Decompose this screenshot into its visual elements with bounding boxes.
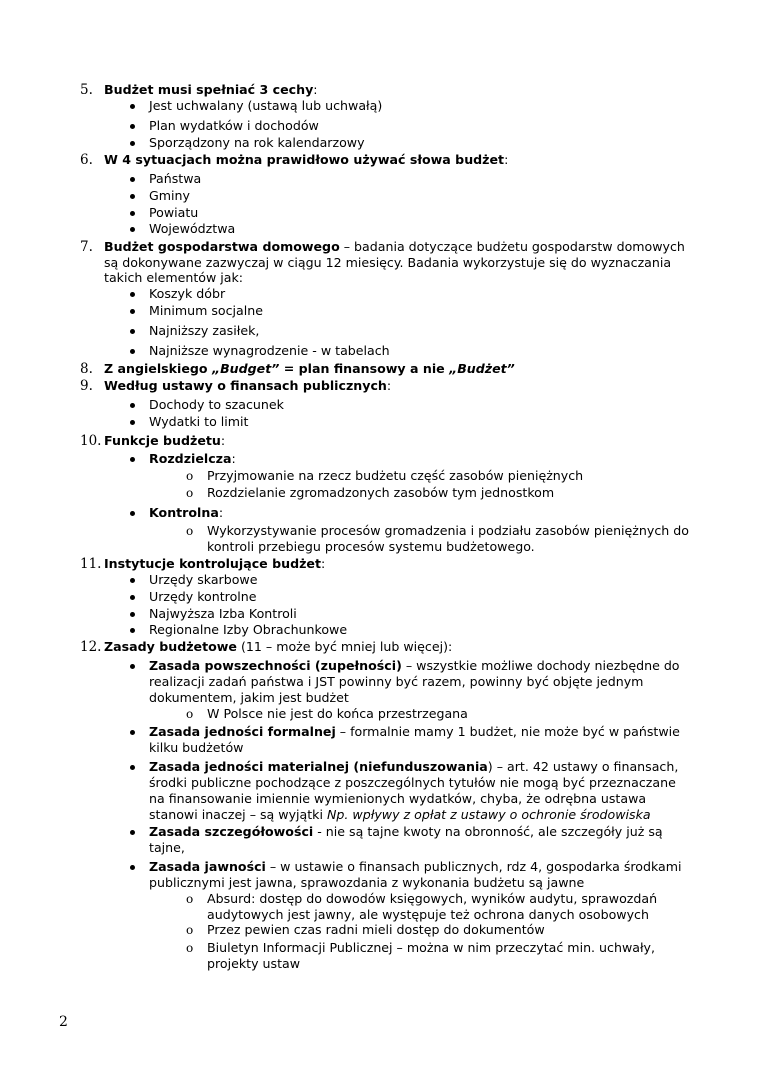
item-heading <box>104 378 391 394</box>
list-item: Plan wydatków i dochodów <box>149 118 319 133</box>
rule-text: – w ustawie o finansach publicznych, rdz 4, gospodarka środkami <box>265 859 682 874</box>
rule-item <box>149 859 682 875</box>
item-title: Według ustawy o finansach publicznych <box>104 378 387 393</box>
list-item: Przez pewien czas radni mieli dostęp do dokumentów <box>207 922 545 937</box>
bullet-icon <box>130 595 135 600</box>
circle-bullet-icon: o <box>186 524 194 538</box>
bullet-icon <box>130 349 135 354</box>
circle-bullet-icon: o <box>186 486 194 500</box>
rule-text-start: stanowi inaczej – są wyjątki <box>149 807 327 822</box>
bullet-icon <box>130 612 135 617</box>
item-number: 6. <box>80 152 93 168</box>
item-heading <box>104 639 452 655</box>
item-title: Funkcje budżetu <box>104 433 221 448</box>
item-number: 7. <box>80 239 93 255</box>
item-heading <box>104 152 508 168</box>
item-title-tail: : <box>220 433 226 448</box>
rule-text: środki publiczne pochodzące z poszczególnych tytułów nie mogą być przeznaczane <box>149 775 676 790</box>
item-title-tail: (11 – może być mniej lub więcej): <box>236 639 453 654</box>
item-title: Zasady budżetowe <box>104 639 237 654</box>
bullet-icon <box>130 329 135 334</box>
rule-text: - nie są tajne kwoty na obronność, ale szczegóły już są <box>313 824 663 839</box>
list-item: Najniższe wynagrodzenie - w tabelach <box>149 343 390 358</box>
item-title-tail: : <box>386 378 392 393</box>
subheading-title: Rozdzielcza <box>149 451 232 466</box>
page-number: 2 <box>59 1014 68 1030</box>
bullet-icon <box>130 511 135 516</box>
rule-item <box>149 824 663 840</box>
item-number: 9. <box>80 378 93 394</box>
rule-text <box>149 807 651 823</box>
subheading-tail: : <box>218 505 224 520</box>
bullet-icon <box>130 765 135 770</box>
item-text: są dokonywane zazwyczaj w ciągu 12 miesięcy. Badania wykorzystuje się do wyznaczania <box>104 255 672 270</box>
bullet-icon <box>130 420 135 425</box>
item-number: 11. <box>80 556 102 572</box>
item-number: 12. <box>80 639 102 655</box>
bullet-icon <box>130 628 135 633</box>
rule-item <box>149 724 680 740</box>
rule-text: – formalnie mamy 1 budżet, nie może być w państwie <box>335 724 680 739</box>
rule-title: Zasada powszechności (zupełności) <box>149 658 402 673</box>
list-item-continued: kontroli przebiegu procesów systemu budżetowego. <box>207 539 535 554</box>
rule-text: publicznymi jest jawna, sprawozdania z wykonania budżetu są jawne <box>149 875 585 890</box>
rule-item <box>149 759 678 775</box>
circle-bullet-icon: o <box>186 923 194 937</box>
bullet-icon <box>130 865 135 870</box>
rule-title: Zasada jedności materialnej (niefunduszowania <box>149 759 488 774</box>
rule-item <box>149 658 680 674</box>
list-item-continued: audytowych jest jawny, ale występuje też ochrona danych osobowych <box>207 907 649 922</box>
item-title-tail: : <box>504 152 509 167</box>
list-item-continued: projekty ustaw <box>207 956 301 971</box>
item-title-italic: „Budget” <box>211 361 280 376</box>
item-number: 5. <box>80 82 93 98</box>
item-text: takich elementów jak: <box>104 270 244 285</box>
list-item: Minimum socjalne <box>149 303 264 318</box>
subheading <box>149 505 223 521</box>
circle-bullet-icon: o <box>186 707 194 721</box>
bullet-icon <box>130 104 135 109</box>
bullet-icon <box>130 141 135 146</box>
bullet-icon <box>130 211 135 216</box>
item-title: = plan finansowy a nie <box>279 361 450 376</box>
list-item: Wydatki to limit <box>149 414 249 429</box>
item-title: W 4 sytuacjach można prawidłowo używać słowa budżet <box>104 152 505 167</box>
bullet-icon <box>130 457 135 462</box>
list-item: Przyjmowanie na rzecz budżetu część zasobów pieniężnych <box>207 468 584 483</box>
bullet-icon <box>130 830 135 835</box>
item-heading <box>104 82 318 98</box>
list-item: Najniższy zasiłek, <box>149 323 260 338</box>
bullet-icon <box>130 194 135 199</box>
list-item: Najwyższa Izba Kontroli <box>149 606 297 621</box>
list-item: Dochody to szacunek <box>149 397 284 412</box>
item-title-tail: : <box>320 556 326 571</box>
circle-bullet-icon: o <box>186 469 194 483</box>
subheading-title: Kontrolna <box>149 505 219 520</box>
bullet-icon <box>130 309 135 314</box>
item-title: Budżet gospodarstwa domowego <box>104 239 340 254</box>
list-item: Biuletyn Informacji Publicznej – można w nim przeczytać min. uchwały, <box>207 940 655 955</box>
bullet-icon <box>130 578 135 583</box>
item-heading <box>104 433 225 449</box>
item-title: Budżet musi spełniać 3 cechy <box>104 82 314 97</box>
bullet-icon <box>130 664 135 669</box>
item-title-tail: : <box>313 82 318 97</box>
bullet-icon <box>130 292 135 297</box>
rule-title: Zasada jedności formalnej <box>149 724 336 739</box>
item-number: 8. <box>80 361 93 377</box>
list-item: Regionalne Izby Obrachunkowe <box>149 622 348 637</box>
list-item: Urzędy kontrolne <box>149 589 257 604</box>
list-item: Powiatu <box>149 205 199 220</box>
rule-text: realizacji zadań państwa i JST powinny być razem, powinny być objęte jednym <box>149 674 644 689</box>
bullet-icon <box>130 403 135 408</box>
rule-text: tajne, <box>149 840 185 855</box>
list-item: Rozdzielanie zgromadzonych zasobów tym jednostkom <box>207 485 555 500</box>
rule-text: kilku budżetów <box>149 740 244 755</box>
bullet-icon <box>130 177 135 182</box>
list-item: Jest uchwalany (ustawą lub uchwałą) <box>149 98 383 113</box>
bullet-icon <box>130 124 135 129</box>
list-item: Sporządzony na rok kalendarzowy <box>149 135 365 150</box>
list-item: Państwa <box>149 171 202 186</box>
item-title: Instytucje kontrolujące budżet <box>104 556 321 571</box>
list-item: Absurd: dostęp do dowodów księgowych, wyników audytu, sprawozdań <box>207 891 658 906</box>
list-item: W Polsce nie jest do końca przestrzegana <box>207 706 468 721</box>
item-heading <box>104 361 515 377</box>
rule-title: Zasada jawności <box>149 859 266 874</box>
list-item: Urzędy skarbowe <box>149 572 258 587</box>
subheading <box>149 451 236 467</box>
rule-title: Zasada szczegółowości <box>149 824 314 839</box>
list-item: Gminy <box>149 188 190 203</box>
circle-bullet-icon: o <box>186 892 194 906</box>
item-text: – badania dotyczące budżetu gospodarstw domowych <box>339 239 685 254</box>
bullet-icon <box>130 730 135 735</box>
list-item: Województwa <box>149 221 236 236</box>
bullet-icon <box>130 227 135 232</box>
list-item: Wykorzystywanie procesów gromadzenia i podziału zasobów pieniężnych do <box>207 523 689 538</box>
item-title: Z angielskiego <box>104 361 212 376</box>
item-title-italic: „Budżet” <box>449 361 515 376</box>
item-heading <box>104 239 685 255</box>
rule-text: na finansowanie imiennie wymienionych wydatków, chyba, że odrębna ustawa <box>149 791 647 806</box>
rule-text: ) – art. 42 ustawy o finansach, <box>487 759 679 774</box>
list-item: Koszyk dóbr <box>149 286 226 301</box>
item-heading <box>104 556 325 572</box>
rule-text: – wszystkie możliwe dochody niezbędne do <box>401 658 680 673</box>
rule-text: dokumentem, jakim jest budżet <box>149 690 349 705</box>
rule-text-italic: Np. wpływy z opłat z ustawy o ochronie środowiska <box>326 807 651 822</box>
circle-bullet-icon: o <box>186 941 194 955</box>
subheading-tail: : <box>231 451 236 466</box>
item-number: 10. <box>80 433 102 449</box>
